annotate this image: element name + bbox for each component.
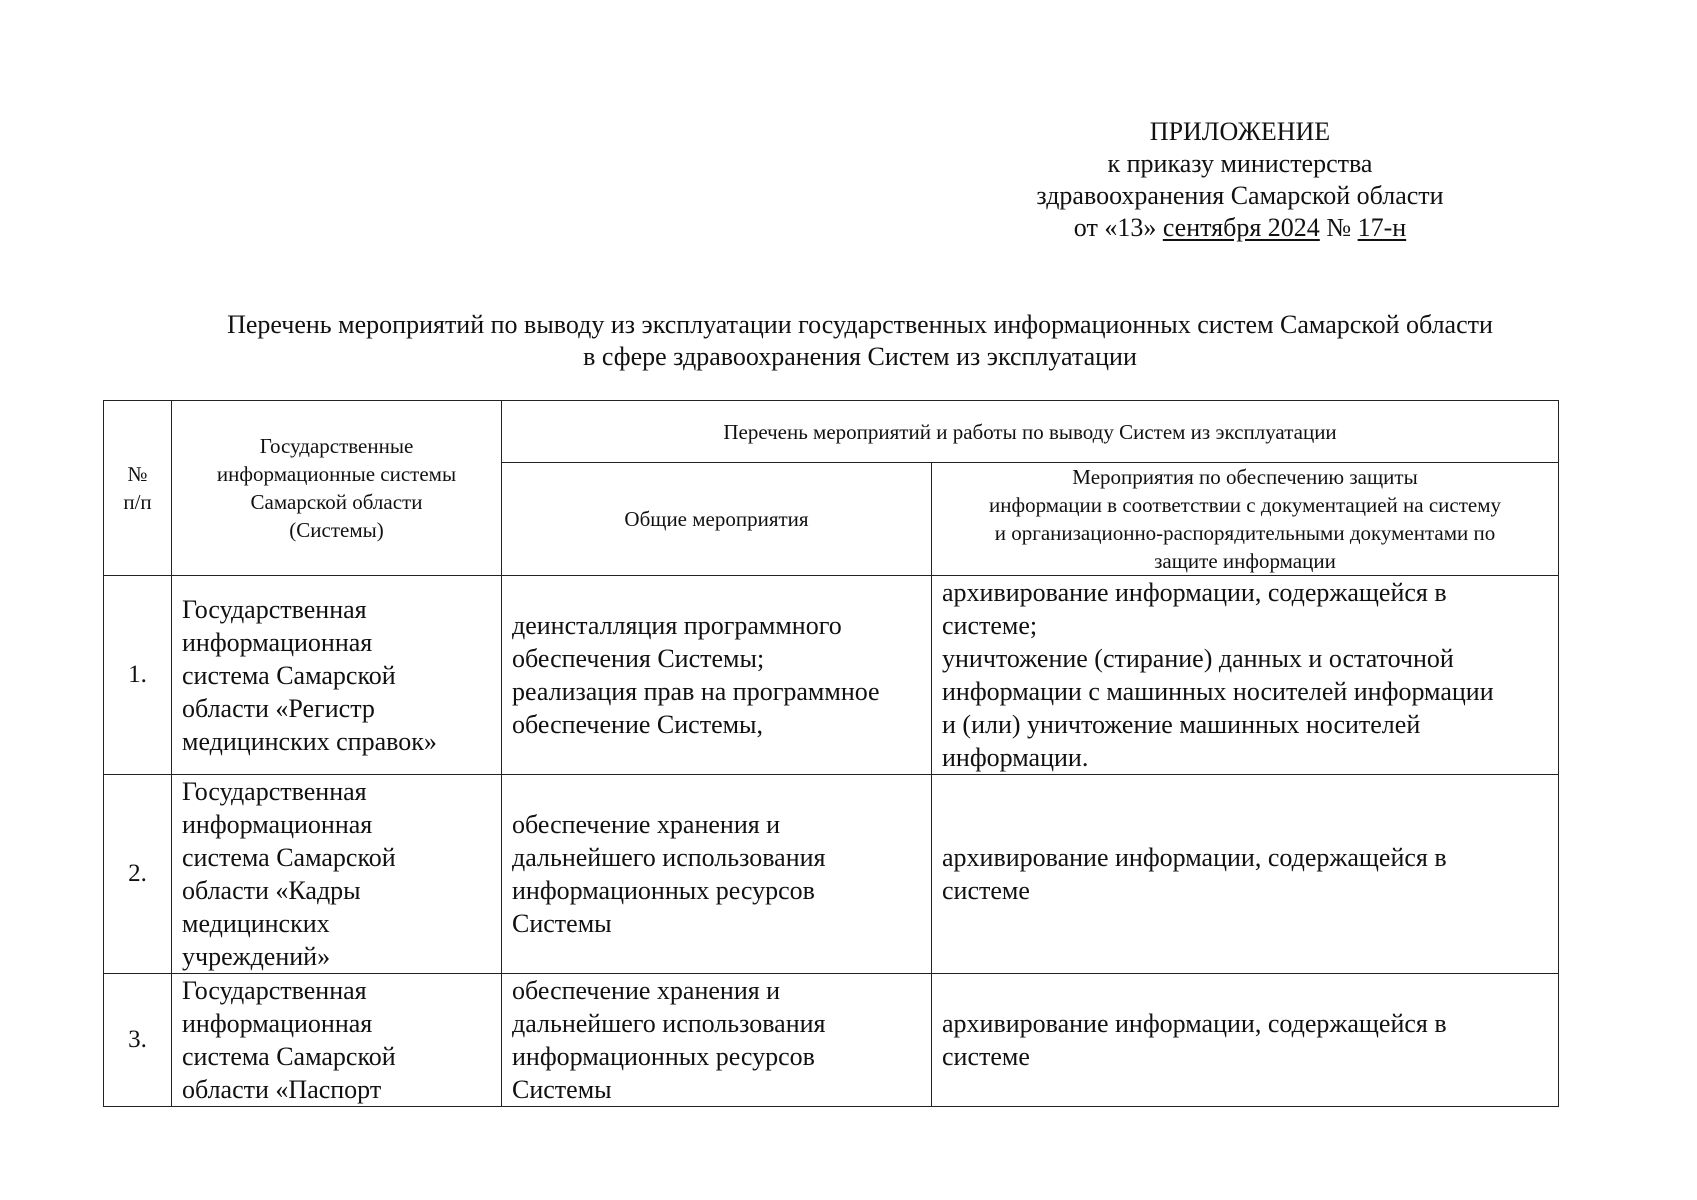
row-protection-text: архивирование информации, содержащейся в системе <box>942 843 1447 905</box>
header-systems <box>172 401 502 576</box>
row-protection <box>932 576 1559 775</box>
table-header-row <box>104 401 1559 463</box>
table-row <box>104 974 1559 1107</box>
header-num <box>104 401 172 576</box>
row-number: 2. <box>104 775 172 974</box>
header-num-text: № п/п <box>123 462 152 514</box>
row-general-text: обеспечение хранения и дальнейшего использования информационных ресурсов Системы <box>512 810 826 938</box>
document-title-line-1: Перечень мероприятий по выводу из эксплуатации государственных информационных систем Самарской области <box>227 310 1493 339</box>
row-general <box>502 974 932 1107</box>
appendix-title: ПРИЛОЖЕНИЕ <box>1149 117 1331 146</box>
row-protection-text: архивирование информации, содержащейся в системе <box>942 1009 1447 1071</box>
row-system <box>172 576 502 775</box>
appendix-date-prefix: от «13» <box>1073 213 1163 242</box>
header-general <box>502 463 932 576</box>
appendix-order-line: к приказу министерства <box>1107 149 1373 178</box>
appendix-number-sign: № <box>1319 213 1358 242</box>
row-protection <box>932 974 1559 1107</box>
row-protection-text: архивирование информации, содержащейся в системе; уничтожение (стирание) данных и остаточной информации с машинных носителей информации и (или) уничтожение машинных носителей информации. <box>942 578 1494 772</box>
row-protection <box>932 775 1559 974</box>
row-general <box>502 775 932 974</box>
document-title-line-2: в сфере здравоохранения Систем из эксплуатации <box>583 342 1137 371</box>
document-title <box>150 309 1570 373</box>
row-system-text: Государственная информационная система Самарской области «Кадры медицинских учреждений» <box>182 777 396 971</box>
appendix-date-month-year: сентября 2024 <box>1162 213 1320 242</box>
header-systems-text: Государственные информационные системы Самарской области (Системы) <box>216 434 457 542</box>
row-system <box>172 775 502 974</box>
table-row <box>104 576 1559 775</box>
header-protection-text: Мероприятия по обеспечению защиты информации в соответствии с документацией на систему и организационно-распорядительными документами по защите информации <box>988 465 1502 573</box>
row-general-text: обеспечение хранения и дальнейшего использования информационных ресурсов Системы <box>512 976 826 1104</box>
header-measures-group-text: Перечень мероприятий и работы по выводу Систем из эксплуатации <box>723 419 1337 444</box>
row-system <box>172 974 502 1107</box>
appendix-order-number: 17-н <box>1357 213 1407 242</box>
row-general-text: деинсталляция программного обеспечения Системы; реализация прав на программное обеспечение Системы, <box>512 611 880 739</box>
row-general <box>502 576 932 775</box>
header-measures-group <box>502 401 1559 463</box>
appendix-header <box>990 116 1490 244</box>
appendix-ministry-line: здравоохранения Самарской области <box>1036 181 1444 210</box>
measures-table <box>103 400 1559 1107</box>
row-system-text: Государственная информационная система Самарской области «Паспорт <box>182 976 396 1104</box>
header-protection <box>932 463 1559 576</box>
row-system-text: Государственная информационная система Самарской области «Регистр медицинских справок» <box>182 594 437 756</box>
row-number: 3. <box>104 974 172 1107</box>
appendix-date-line <box>990 212 1490 244</box>
table-row <box>104 775 1559 974</box>
row-number: 1. <box>104 576 172 775</box>
header-general-text: Общие мероприятия <box>624 507 809 531</box>
